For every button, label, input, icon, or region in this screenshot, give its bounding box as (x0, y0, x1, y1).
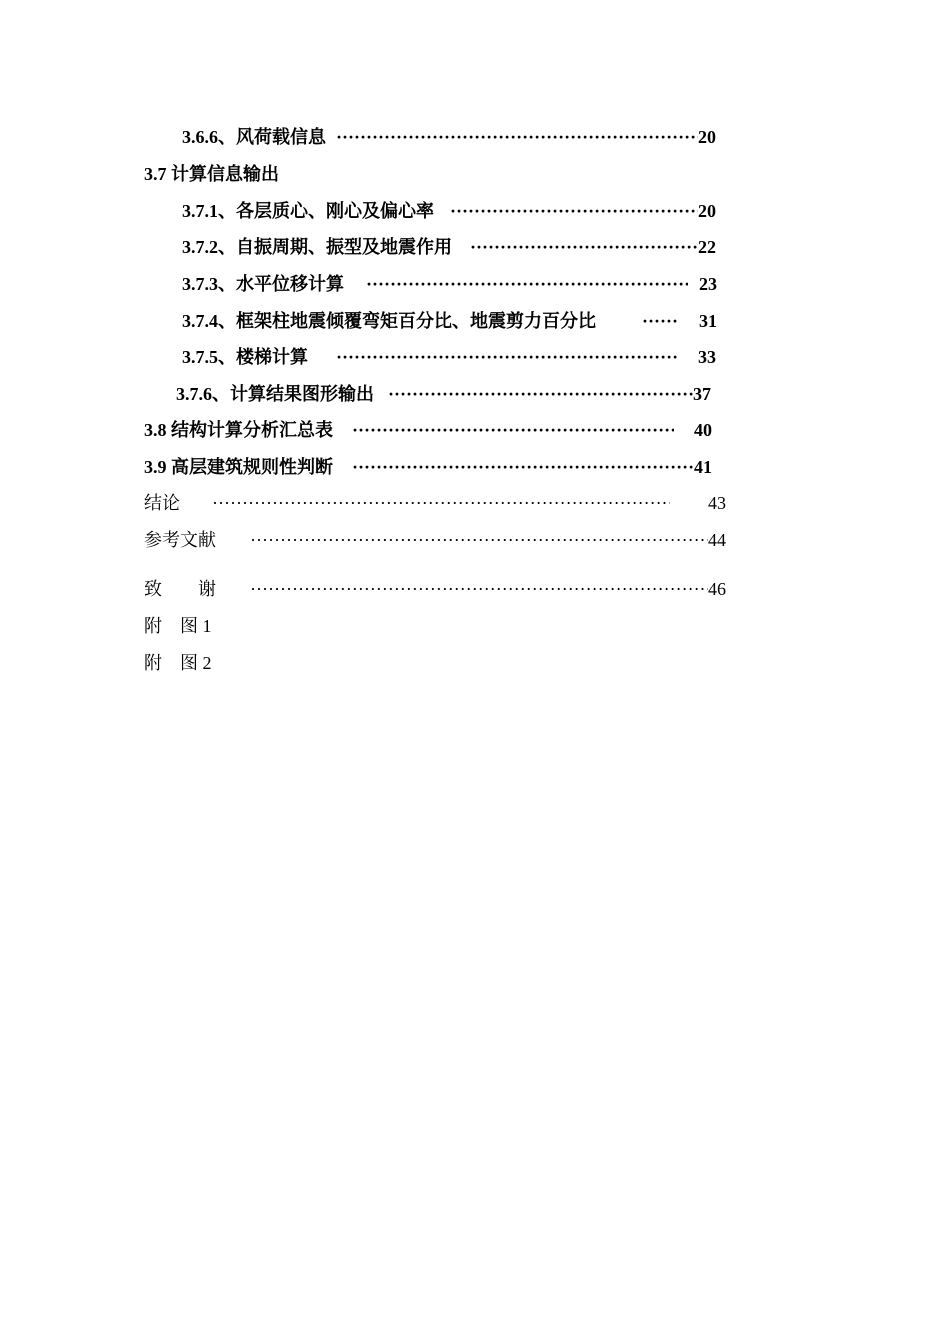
toc-leader (250, 576, 708, 602)
toc-entry-page: 40 (694, 420, 712, 440)
toc-leader (352, 454, 694, 480)
toc-leader (470, 234, 698, 260)
toc-entry-title: 3.7.2、自振周期、振型及地震作用 (182, 237, 452, 257)
toc-entry-page: 46 (708, 579, 726, 599)
toc-entry-page: 43 (708, 493, 726, 513)
toc-entry-title: 3.6.6、风荷载信息 (182, 127, 326, 147)
toc-entry-page: 31 (699, 311, 717, 331)
toc-entry-title: 附 图 1 (144, 616, 212, 636)
toc-leader (450, 198, 698, 224)
toc-entry-title: 3.7.6、计算结果图形输出 (176, 384, 374, 404)
toc-entry-page: 23 (699, 274, 717, 294)
toc-entry-page: 37 (693, 384, 711, 404)
toc-entry-page: 20 (698, 201, 716, 221)
toc-entry-page: 44 (708, 530, 726, 550)
toc-leader (388, 381, 693, 407)
toc-entry-page: 33 (698, 347, 716, 367)
toc-entry-title: 3.7.3、水平位移计算 (182, 274, 344, 294)
toc-entry-title: 致 谢 (144, 579, 216, 599)
toc-entry-title: 3.8 结构计算分析汇总表 (144, 420, 333, 440)
toc-leader (366, 271, 688, 297)
toc-entry-title: 3.7.5、楼梯计算 (182, 347, 308, 367)
toc-entry-title: 3.9 高层建筑规则性判断 (144, 457, 333, 477)
toc-leader (336, 124, 698, 150)
toc-entry-title: 3.7.4、框架柱地震倾覆弯矩百分比、地震剪力百分比 (182, 311, 596, 331)
toc-entry-page: 22 (698, 237, 716, 257)
toc-entry-title: 结论 (144, 493, 180, 513)
toc-entry-page: 20 (698, 127, 716, 147)
toc-leader (250, 527, 708, 553)
toc-entry-page: 41 (694, 457, 712, 477)
toc-entry-title: 3.7 计算信息输出 (144, 164, 279, 184)
toc-entry-title: 参考文献 (144, 530, 216, 550)
toc-entry-title: 附 图 2 (144, 653, 212, 673)
toc-leader (212, 490, 670, 516)
toc-leader (352, 417, 674, 443)
toc-leader (642, 308, 678, 334)
toc-leader (336, 344, 678, 370)
toc-entry-title: 3.7.1、各层质心、刚心及偏心率 (182, 201, 434, 221)
